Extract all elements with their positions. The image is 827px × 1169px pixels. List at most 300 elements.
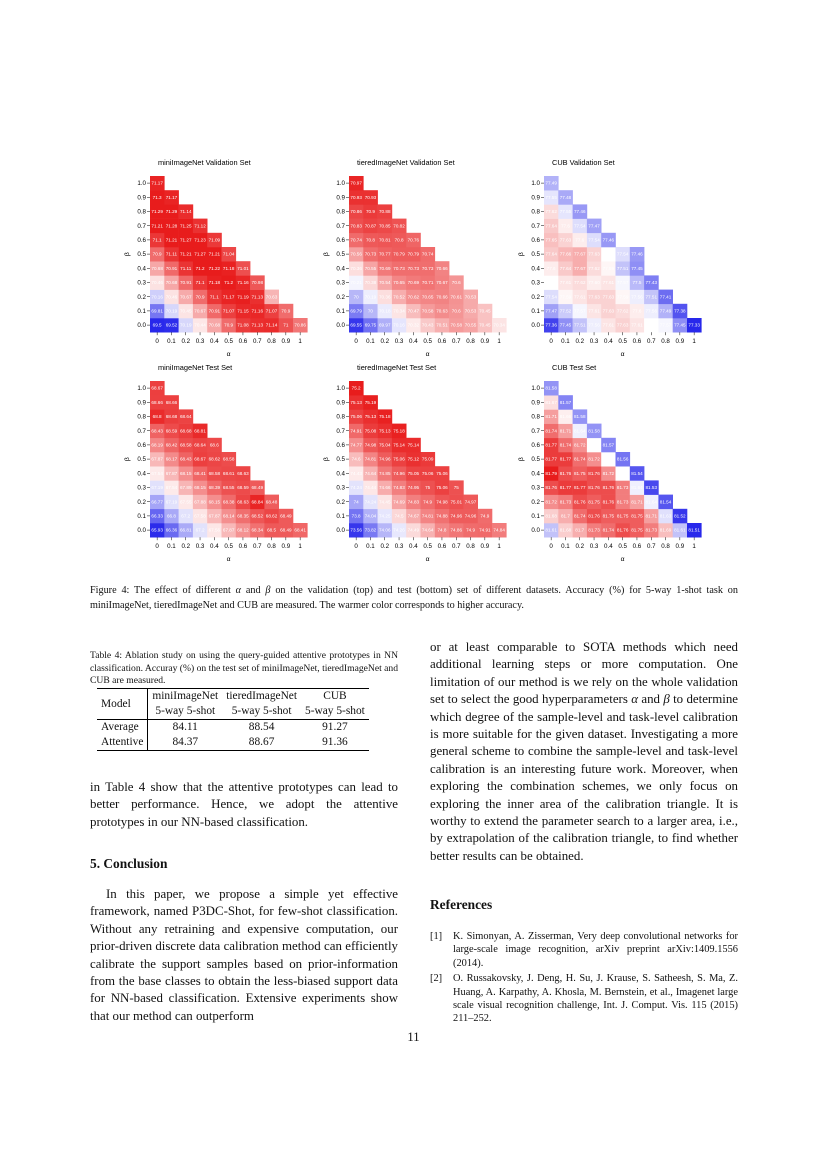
cell-value: 69.97 — [379, 322, 391, 328]
cell-value: 75.2 — [351, 385, 361, 391]
page-number: 11 — [407, 1030, 420, 1044]
cell-value: 70.8 — [394, 237, 404, 243]
cell-value: 81.75 — [631, 513, 643, 519]
cell-value: 68.58 — [222, 456, 235, 462]
x-tick-label: 1 — [497, 543, 501, 551]
heatmap-figure — [0, 0, 827, 580]
cell-value: 74.98 — [364, 442, 377, 448]
y-tick-label: 0.0 — [137, 322, 146, 330]
cell-value: 81.58 — [574, 414, 586, 420]
x-tick-label: 0.2 — [181, 543, 191, 551]
y-tick-label: 0.7 — [336, 222, 345, 230]
cell-value: 81.75 — [588, 499, 600, 505]
cell-value: 81.72 — [574, 442, 586, 448]
cell-value: 74.44 — [364, 485, 377, 491]
cell-value: 67.2 — [195, 527, 205, 533]
cell-value: 74.24 — [350, 485, 362, 491]
cell-value: 66.81 — [180, 527, 192, 533]
cell-value: 74.96 — [464, 513, 477, 519]
cell-value: 77.64 — [545, 251, 557, 257]
y-tick-label: 0.5 — [137, 251, 146, 259]
x-tick-label: 1 — [497, 338, 501, 346]
cell-value: 74.96 — [450, 513, 462, 519]
cell-value: 70.34 — [493, 322, 505, 328]
x-tick-label: 0.3 — [589, 543, 599, 551]
cell-value: 68.62 — [265, 513, 278, 519]
cell-value: 81.71 — [631, 499, 643, 505]
x-tick-label: 0.3 — [195, 338, 205, 346]
x-tick-label: 0.5 — [618, 543, 627, 551]
cell-value: 71.14 — [265, 322, 278, 328]
cell-value: 68.15 — [194, 485, 206, 491]
cell-value: 74.97 — [464, 499, 477, 505]
cell-value: 70.73 — [407, 265, 420, 271]
x-tick-label: 0.6 — [238, 543, 248, 551]
cell-value: 71.16 — [251, 308, 263, 314]
heatmap-panel — [518, 158, 702, 358]
cell-value: 77.52 — [559, 308, 572, 314]
cell-value: 68.67 — [194, 456, 206, 462]
cell-value: 70.73 — [421, 265, 434, 271]
cell-value: 81.75 — [616, 513, 629, 519]
cell-value: 74.64 — [421, 527, 434, 533]
cell-value: 81.68 — [545, 513, 557, 519]
cell-value: 70.91 — [180, 280, 192, 286]
reference-item: [1] K. Simonyan, A. Zisserman, Very deep convolutional networks for large-scale image recognition, arXiv preprint arXiv:1409.1556 (2014). — [430, 931, 738, 969]
cell-value: 81.65 — [602, 456, 615, 462]
cell-value: 71.04 — [222, 251, 235, 257]
cell-value: 81.73 — [616, 485, 629, 491]
cell-value: 68.43 — [180, 456, 192, 462]
cell-value: 74.98 — [436, 499, 448, 505]
x-tick-label: 0.1 — [561, 543, 570, 551]
cell-value: 74.91 — [350, 428, 362, 434]
cell-value: 81.73 — [645, 527, 657, 533]
y-tick-label: 0.3 — [137, 279, 146, 287]
cell-value: 71.2 — [224, 280, 234, 286]
cell-value: 75.12 — [407, 456, 420, 462]
cell-value: 68.43 — [151, 428, 163, 434]
chart-title: tieredImageNet Validation Set — [357, 158, 455, 167]
heatmap-panel — [124, 363, 308, 563]
cell-value: 81.72 — [545, 499, 557, 505]
cell-value: 70.6 — [451, 280, 461, 286]
cell-value: 71.1 — [195, 280, 205, 286]
cell-value: 70.68 — [208, 322, 221, 328]
setting-header: 5-way 5-shot — [231, 705, 292, 717]
cell-value: 70.58 — [421, 308, 434, 314]
cell-value: 70.53 — [464, 294, 477, 300]
cell-value: 81.68 — [559, 527, 572, 533]
cell-value: 74.81 — [421, 513, 434, 519]
cell-value: 77.67 — [574, 265, 586, 271]
x-tick-label: 0.2 — [380, 543, 390, 551]
cell-value: 70.8 — [365, 237, 375, 243]
cell-value: 77.5 — [632, 280, 642, 286]
x-tick-label: 0.4 — [604, 543, 613, 551]
cell-value: 70.73 — [393, 265, 405, 271]
cell-value: 71.28 — [165, 223, 178, 229]
y-tick-label: 0.8 — [336, 208, 345, 216]
cell-value: 71.18 — [222, 265, 235, 271]
cell-value: 74.43 — [350, 470, 362, 476]
cell-value: 77.48 — [559, 194, 572, 200]
cell-value: 81.74 — [545, 428, 557, 434]
cell-value: 74.96 — [379, 456, 391, 462]
cell-value: 77.63 — [602, 294, 615, 300]
cell-value: 71.17 — [222, 294, 235, 300]
cell-value: 70.46 — [165, 294, 178, 300]
cell-value: 70.69 — [379, 265, 391, 271]
cell-value: 81.79 — [545, 470, 557, 476]
cell-value: 69.55 — [350, 322, 362, 328]
cell-value: 70.9 — [365, 209, 375, 215]
x-tick-label: 0.3 — [195, 543, 205, 551]
cell-value: 68.52 — [251, 513, 263, 519]
cell-value: 68.49 — [280, 527, 292, 533]
cell-value: 70.65 — [393, 280, 405, 286]
x-tick-label: 1 — [298, 543, 302, 551]
x-tick-label: 0.6 — [437, 543, 447, 551]
cell-value: 75.06 — [393, 456, 405, 462]
cell-value: 70.55 — [464, 322, 477, 328]
cell-value: 74.67 — [407, 513, 420, 519]
y-tick-label: 1.0 — [137, 385, 146, 393]
cell-value: 74.69 — [393, 499, 405, 505]
cell-value: 75.13 — [350, 399, 362, 405]
cell-value: 68.49 — [251, 485, 263, 491]
cell-value: 77.46 — [631, 251, 643, 257]
cell-value: 70.9 — [195, 294, 205, 300]
y-tick-label: 0.0 — [336, 322, 345, 330]
x-axis-label: α — [226, 556, 231, 564]
y-tick-label: 0.2 — [531, 498, 540, 506]
cell-value: 71.07 — [265, 308, 278, 314]
y-tick-label: 0.2 — [336, 498, 345, 506]
x-tick-label: 0.7 — [646, 338, 656, 346]
cell-value: 74.24 — [364, 499, 377, 505]
y-tick-label: 0.6 — [336, 442, 345, 449]
heatmap-panel — [323, 158, 507, 358]
x-tick-label: 0.8 — [661, 338, 670, 346]
cell-value: 70.54 — [379, 280, 391, 286]
y-axis-label: β — [518, 252, 525, 257]
cell-value: 81.56 — [616, 456, 629, 462]
cell-value: 68.66 — [165, 399, 178, 405]
x-tick-label: 1 — [692, 543, 696, 551]
y-tick-label: 0.1 — [336, 513, 345, 520]
y-axis-label: β — [124, 252, 131, 257]
cell-value: 77.38 — [674, 308, 686, 314]
cell-value: 81.69 — [659, 527, 672, 533]
x-axis-label: α — [620, 556, 625, 564]
cell-value: 70.68 — [165, 280, 178, 286]
y-tick-label: 0.5 — [336, 456, 345, 464]
y-tick-label: 0.8 — [531, 413, 540, 421]
cell-value: 77.45 — [674, 322, 686, 328]
cell-value: 77.61 — [559, 280, 572, 286]
cell-value: 81.58 — [588, 428, 600, 434]
cell-value: 77.61 — [574, 294, 586, 300]
cell-value: 77.51 — [616, 265, 629, 271]
cell-value: 71.29 — [151, 209, 163, 215]
cell-value: 68.19 — [151, 442, 163, 448]
cell-value: 70.58 — [450, 322, 462, 328]
y-tick-label: 0.2 — [137, 498, 146, 506]
cell-value: 66.8 — [166, 513, 176, 519]
cell-value: 74.64 — [364, 470, 377, 476]
heatmap-panel — [518, 363, 702, 563]
cell-value: 81.76 — [574, 499, 586, 505]
cell-value: 75.04 — [379, 442, 391, 448]
cell-value: 70.9 — [152, 251, 162, 257]
y-tick-label: 0.4 — [531, 265, 540, 273]
x-tick-label: 0.4 — [604, 338, 613, 346]
table-row: Average 84.11 88.54 91.27 — [97, 720, 369, 736]
cell-value: 68.59 — [165, 428, 178, 434]
y-tick-label: 0.1 — [137, 513, 146, 520]
cell-value: 68.39 — [208, 485, 221, 491]
y-tick-label: 0.1 — [137, 308, 146, 315]
y-tick-label: 0.6 — [137, 237, 146, 244]
setting-header: 5-way 5-shot — [305, 705, 365, 717]
y-tick-label: 0.0 — [336, 527, 345, 535]
cell-value: 67.19 — [165, 499, 178, 505]
cell-value: 74.45 — [379, 499, 391, 505]
cell-value: 81.61 — [545, 527, 557, 533]
x-tick-label: 0.4 — [210, 543, 219, 551]
y-tick-label: 1.0 — [336, 180, 345, 188]
cell-value: 77.6 — [546, 265, 556, 271]
cell-value: 81.7 — [560, 513, 570, 519]
x-tick-label: 0.5 — [224, 338, 233, 346]
cell-value: 70.83 — [350, 223, 362, 229]
cell-value: 71 — [283, 322, 289, 328]
cell-value: 68.5 — [267, 527, 277, 533]
cell-value: 71.21 — [208, 251, 221, 257]
y-tick-label: 0.9 — [336, 194, 345, 202]
cell-value: 74.84 — [493, 527, 505, 533]
cell-value: 68.63 — [237, 470, 249, 476]
cell-value: 68.48 — [265, 499, 278, 505]
cell-value: 68.41 — [194, 470, 206, 476]
cell-value: 68.14 — [222, 513, 235, 519]
x-axis-label: α — [425, 351, 430, 359]
cell-value: 81.52 — [674, 513, 686, 519]
x-axis-label: α — [620, 351, 625, 359]
cell-value: 77.51 — [645, 294, 657, 300]
x-tick-label: 0.9 — [675, 338, 685, 346]
cell-value: 71.19 — [237, 294, 249, 300]
cell-value: 67.56 — [208, 527, 221, 533]
body-paragraph: In this paper, we propose a simple yet effective framework, named P3DC-Shot, for few-shot classification. Without any retraining and expensive computation, our prior-driven discrete data calibration method can efficiently calibrate the support samples based on prior-information from the base classes to obtain the less-biased support data for NN-based classification. Extensive experiments show that our method can outperform — [90, 887, 398, 1023]
cell-value: 81.67 — [545, 399, 557, 405]
x-tick-label: 0 — [549, 543, 553, 551]
cell-value: 71.12 — [194, 223, 206, 229]
cell-value: 77.58 — [645, 322, 657, 328]
cell-value: 74.83 — [393, 485, 405, 491]
y-tick-label: 0.7 — [137, 222, 146, 230]
cell-value: 68.84 — [251, 499, 263, 505]
cell-value: 70.85 — [379, 223, 391, 229]
cell-value: 77.6 — [575, 237, 585, 243]
x-axis-label: α — [425, 556, 430, 564]
x-tick-label: 0.6 — [437, 338, 447, 346]
cell-value: 70.16 — [151, 294, 163, 300]
cell-value: 70.97 — [350, 180, 362, 186]
cell-value: 68.66 — [151, 399, 163, 405]
cell-value: 81.64 — [645, 499, 657, 505]
cell-value: 68.68 — [165, 414, 178, 420]
y-tick-label: 0.3 — [531, 484, 540, 492]
cell-value: 77.63 — [559, 237, 572, 243]
x-tick-label: 0.2 — [181, 338, 191, 346]
cell-value: 75.08 — [364, 428, 377, 434]
cell-value: 77.46 — [602, 237, 615, 243]
cell-value: 77.36 — [545, 322, 557, 328]
y-tick-label: 0.5 — [137, 456, 146, 464]
cell-value: 81.73 — [616, 499, 629, 505]
x-tick-label: 0.1 — [366, 543, 375, 551]
cell-value: 74.81 — [364, 456, 377, 462]
x-tick-label: 0 — [549, 338, 553, 346]
cell-value: 81.76 — [588, 485, 600, 491]
cell-value: 68.41 — [294, 527, 306, 533]
y-tick-label: 0.7 — [336, 427, 345, 435]
x-tick-label: 0.4 — [210, 338, 219, 346]
cell-value: 70.32 — [407, 322, 420, 328]
x-tick-label: 0.8 — [466, 543, 475, 551]
cell-value: 74.26 — [393, 527, 405, 533]
cell-value: 75.09 — [421, 456, 434, 462]
cell-value: 73.82 — [364, 527, 377, 533]
cell-value: 70.66 — [436, 294, 448, 300]
cell-value: 70.77 — [379, 251, 391, 257]
x-tick-label: 0.8 — [466, 338, 475, 346]
cell-value: 67.54 — [151, 470, 163, 476]
cell-value: 81.76 — [588, 470, 600, 476]
cell-value: 70.55 — [364, 265, 377, 271]
y-tick-label: 0.7 — [531, 222, 540, 230]
cell-value: 74.88 — [436, 513, 448, 519]
cell-value: 68.49 — [280, 513, 292, 519]
x-tick-label: 0.5 — [224, 543, 233, 551]
cell-value: 68.42 — [165, 442, 178, 448]
cell-value: 73.8 — [351, 513, 361, 519]
cell-value: 70.93 — [364, 194, 377, 200]
cell-value: 70.86 — [294, 322, 306, 328]
cell-value: 77.67 — [574, 251, 586, 257]
cell-value: 77.58 — [602, 251, 615, 257]
cell-value: 70.63 — [436, 308, 448, 314]
cell-value: 68.34 — [251, 527, 263, 533]
x-tick-label: 0.3 — [394, 543, 404, 551]
cell-value: 67.88 — [194, 499, 206, 505]
chart-title: tieredImageNet Test Set — [357, 363, 437, 372]
y-tick-label: 0.9 — [531, 399, 540, 407]
cell-value: 68.67 — [151, 385, 163, 391]
cell-value: 71.22 — [208, 265, 221, 271]
cell-value: 71.23 — [194, 237, 206, 243]
y-tick-label: 0.6 — [531, 442, 540, 449]
cell-value: 77.54 — [545, 294, 557, 300]
x-tick-label: 0.2 — [380, 338, 390, 346]
cell-value: 81.53 — [645, 485, 657, 491]
cell-value: 71.01 — [237, 265, 249, 271]
cell-value: 77.62 — [545, 209, 557, 215]
cell-value: 74.49 — [407, 527, 420, 533]
x-tick-label: 0.5 — [423, 543, 432, 551]
cell-value: 65.93 — [151, 527, 163, 533]
cell-value: 68.81 — [194, 428, 206, 434]
cell-value: 67.54 — [165, 485, 178, 491]
cell-value: 75.06 — [436, 470, 448, 476]
cell-value: 70.62 — [407, 294, 420, 300]
x-tick-label: 0.9 — [281, 338, 291, 346]
cell-value: 77.59 — [559, 294, 572, 300]
cell-value: 77.51 — [574, 322, 586, 328]
cell-value: 81.65 — [616, 470, 629, 476]
cell-value: 77.49 — [545, 180, 557, 186]
cell-value: 81.76 — [559, 470, 572, 476]
cell-value: 77.41 — [659, 294, 672, 300]
y-tick-label: 0.4 — [137, 265, 146, 273]
cell-value: 77.6 — [632, 308, 642, 314]
cell-value: 67.58 — [194, 513, 206, 519]
cell-value: 69.81 — [151, 308, 163, 314]
cell-value: 81.77 — [545, 456, 557, 462]
cell-value: 74.8 — [437, 527, 447, 533]
cell-value: 70.38 — [364, 280, 377, 286]
y-tick-label: 0.1 — [336, 308, 345, 315]
cell-value: 68.8 — [152, 414, 162, 420]
cell-value: 81.54 — [659, 499, 672, 505]
table-caption: Table 4: Ablation study on using the query-guided attentive prototypes in NN classification. Accuray (%) on the test set of miniImageNet, tieredImageNet and CUB are measured. — [90, 650, 398, 687]
cell-value: 81.74 — [602, 527, 615, 533]
chart-title: CUB Test Set — [552, 363, 597, 372]
x-tick-label: 0.1 — [167, 338, 176, 346]
cell-value: 71.18 — [208, 280, 221, 286]
x-tick-label: 0.7 — [451, 338, 461, 346]
cell-value: 71.21 — [151, 223, 163, 229]
cell-value: 70.88 — [379, 209, 391, 215]
x-tick-label: 0.8 — [267, 543, 276, 551]
cell-value: 74.85 — [379, 470, 391, 476]
cell-value: 70.56 — [350, 251, 362, 257]
cell-value: 70.19 — [165, 308, 178, 314]
cell-value: 66.33 — [151, 513, 163, 519]
cell-value: 70.45 — [180, 308, 192, 314]
cell-value: 68.64 — [180, 414, 192, 420]
y-tick-label: 1.0 — [531, 180, 540, 188]
x-tick-label: 0.7 — [451, 543, 461, 551]
cell-value: 77.65 — [545, 237, 557, 243]
y-tick-label: 0.0 — [137, 527, 146, 535]
cell-value: 71.17 — [165, 194, 178, 200]
cell-value: 70.91 — [165, 265, 178, 271]
cell-value: 77.63 — [588, 294, 600, 300]
cell-value: 81.73 — [559, 499, 572, 505]
cell-value: 70.98 — [251, 280, 263, 286]
cell-value: 67.87 — [208, 513, 221, 519]
cell-value: 70.86 — [350, 209, 362, 215]
y-axis-label: β — [518, 457, 525, 462]
y-tick-label: 0.2 — [336, 293, 345, 301]
x-tick-label: 0.2 — [575, 543, 585, 551]
y-tick-label: 0.9 — [531, 194, 540, 202]
cell-value: 77.61 — [588, 308, 600, 314]
cell-value: 68.38 — [222, 499, 235, 505]
